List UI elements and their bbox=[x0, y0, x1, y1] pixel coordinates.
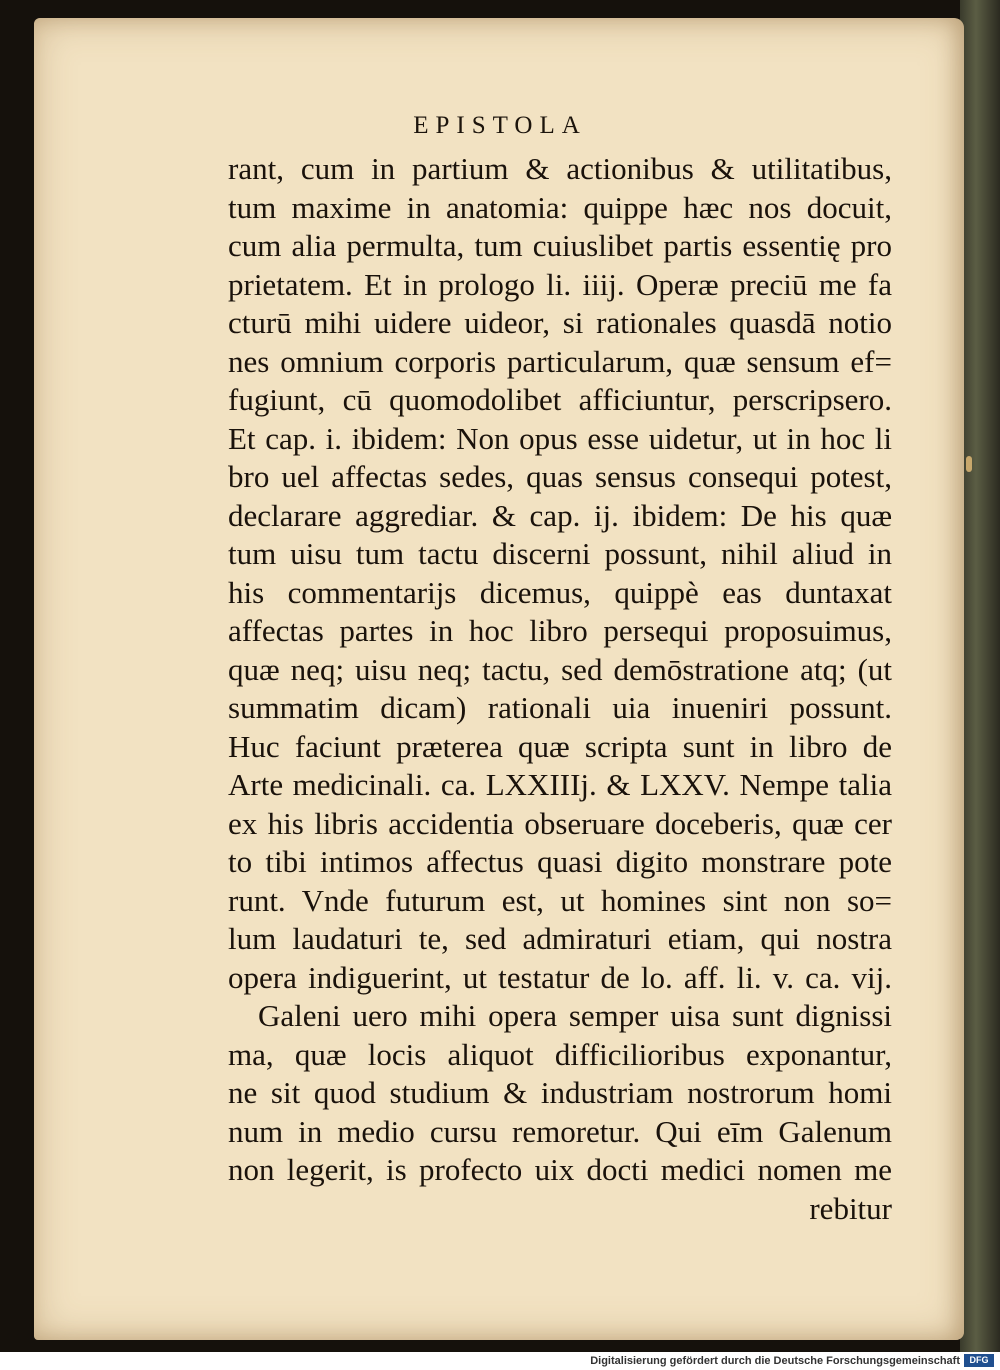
text-line: his commentarijs dicemus, quippè eas duntaxat bbox=[228, 574, 892, 610]
text-line: cturū mihi uidere uideor, si rationales quasdā notio bbox=[228, 305, 892, 340]
dfg-logo: DFG bbox=[964, 1354, 994, 1367]
page-edge-mark bbox=[966, 456, 972, 472]
text-line: Galeni uero mihi opera semper uisa sunt dignissi bbox=[258, 998, 892, 1033]
text-line: lum laudaturi te, sed admiraturi etiam, qui nostra bbox=[228, 921, 892, 956]
text-line: affectas partes in hoc libro persequi proposuimus, bbox=[228, 613, 892, 648]
text-line: opera indiguerint, ut testatur de lo. aff. li. v. ca. vij. bbox=[228, 959, 892, 995]
running-head: EPISTOLA bbox=[413, 112, 587, 139]
text-line: summatim dicam) rationali uia inueniri possunt. bbox=[228, 690, 892, 725]
text-line: prietatem. Et in prologo li. iiij. Operæ preciū me fa bbox=[228, 266, 892, 302]
text-line: bro uel affectas sedes, quas sensus consequi potest, bbox=[228, 459, 892, 494]
text-line: quæ neq; uisu neq; tactu, sed demōstratione atq; (ut bbox=[228, 651, 892, 687]
text-line: Huc faciunt præterea quæ scripta sunt in libro de bbox=[228, 728, 892, 764]
text-line: declarare aggrediar. & cap. ij. ibidem: De his quæ bbox=[228, 497, 892, 533]
text-line: non legerit, is profecto uix docti medici nomen me bbox=[228, 1152, 892, 1187]
text-line: ma, quæ locis aliquot difficilioribus exponantur, bbox=[228, 1036, 892, 1072]
text-line: cum alia permulta, tum cuiuslibet partis essentię pro bbox=[228, 228, 892, 263]
book-cover-edge bbox=[960, 0, 1000, 1352]
body-text bbox=[228, 150, 892, 1228]
catchword: rebitur bbox=[809, 1190, 892, 1226]
text-line: num in medio cursu remoretur. Qui eīm Galenum bbox=[228, 1113, 892, 1149]
text-line: Arte medicinali. ca. LXXIIIj. & LXXV. Nempe talia bbox=[228, 767, 892, 802]
text-line: to tibi intimos affectus quasi digito monstrare pote bbox=[228, 844, 892, 879]
text-line: ne sit quod studium & industriam nostrorum homi bbox=[228, 1075, 892, 1110]
text-line: runt. Vnde futurum est, ut homines sint non so= bbox=[228, 882, 892, 918]
funding-credit: Digitalisierung gefördert durch die Deutsche Forschungsgemeinschaft bbox=[590, 1355, 960, 1367]
text-line: fugiunt, cū quomodolibet afficiuntur, perscripsero. bbox=[228, 382, 892, 417]
text-line: tum maxime in anatomia: quippe hæc nos docuit, bbox=[228, 189, 892, 225]
text-line: rant, cum in partium & actionibus & utilitatibus, bbox=[228, 151, 892, 186]
text-line: Et cap. i. ibidem: Non opus esse uidetur, ut in hoc li bbox=[228, 420, 892, 456]
text-line: ex his libris accidentia obseruare doceberis, quæ cer bbox=[228, 805, 892, 841]
text-line: tum uisu tum tactu discerni possunt, nihil aliud in bbox=[228, 536, 892, 571]
text-line: nes omnium corporis particularum, quæ sensum ef= bbox=[228, 343, 892, 379]
